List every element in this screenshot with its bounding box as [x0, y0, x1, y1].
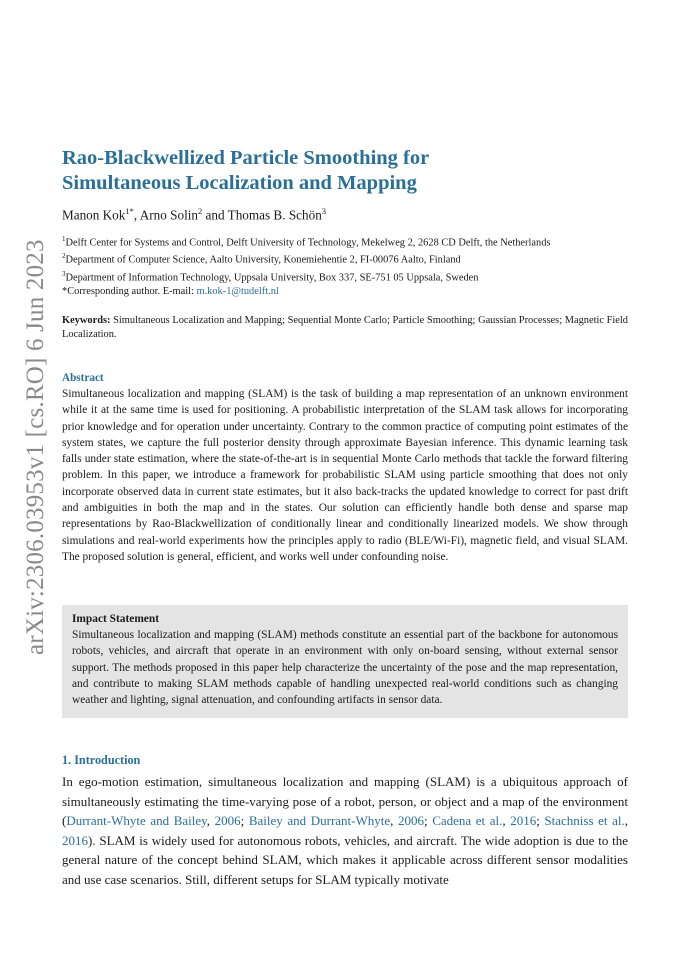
- affiliation-3-sup: 3: [62, 269, 66, 278]
- corresponding-label: *Corresponding author. E-mail:: [62, 285, 197, 297]
- author-2-sup: 2: [198, 206, 203, 216]
- author-3-sup: 3: [321, 206, 327, 216]
- affiliation-1-sup: 1: [62, 235, 66, 243]
- introduction-text: In ego-motion estimation, simultaneous localization and mapping (SLAM) is a ubiquitous approach of simultaneously estimating the time-varying pose of a robot, person, or object and a map of the environment (Durrant-Whyte and Bailey, 2006; Bailey and Durrant-Whyte, 2006; Cadena et al., 2016; Stachniss et al., 2016). SLAM is widely used for autonomous robots, vehicles, and aircraft. The wide adoption is due to the general nature of the concept behind SLAM, which makes it applicable across different sensor modalities and use case scenarios. Still, different setups for SLAM typically motivate: [62, 774, 628, 887]
- corresponding-author: [62, 285, 550, 299]
- abstract-heading: Abstract: [62, 372, 104, 384]
- affiliations: [62, 233, 550, 299]
- keywords-text: Simultaneous Localization and Mapping; Sequential Monte Carlo; Particle Smoothing; Gaussian Processes; Magnetic Field Localization.: [62, 315, 628, 340]
- intro-text-part-2: ). SLAM is widely used for autonomous robots, vehicles, and aircraft. The wide adoption is due to the general nature of the concept behind SLAM, which makes it applicable across different sensor modalities and use case scenarios. Still, different setups for SLAM typically motivate: [62, 832, 628, 887]
- citation-link[interactable]: Durrant-Whyte and Bailey: [66, 813, 207, 829]
- citation-link[interactable]: Bailey and Durrant-Whyte: [248, 813, 391, 829]
- affiliation-2-sup: 2: [62, 252, 66, 261]
- author-list: [62, 206, 326, 223]
- title-line-1: Rao-Blackwellized Particle Smoothing for: [62, 147, 430, 169]
- affiliation-3-text: Department of Information Technology, Uppsala University, Box 337, SE-751 05 Uppsala, Sweden: [65, 272, 479, 283]
- citation-year-link[interactable]: 2006: [397, 813, 424, 829]
- abstract-text: Simultaneous localization and mapping (SLAM) is the task of building a map representation of an unknown environment while it at the same time is used for positioning. A probabilistic interpretation of the SLAM task allows for incorporating prior knowledge and for operation under uncertainty. Contrary to the common practice of computing point estimates of the system states, we capture the full posterior density through approximate Bayesian inference. This dynamic learning task falls under state estimation, where the state-of-the-art is in sequential Monte Carlo methods that tackle the forward filtering problem. In this paper, we introduce a framework for probabilistic SLAM using particle smoothing that does not only incorporate observed data in current state estimates, but it also back-tracks the updated knowledge to correct for past drift and ambiguities in both the map and in the states. Our solution can efficiently handle both dense and sparse map representations by Rao-Blackwellization of conditionally linear and conditionally linearized models. We show through simulations and real-world experiments how the principles apply to radio (BLE/Wi-Fi), magnetic field, and visual SLAM. The proposed solution is general, efficient, and works well under confounding noise.: [62, 388, 628, 563]
- impact-heading: Impact Statement: [72, 613, 159, 625]
- affiliation-3: [62, 268, 550, 285]
- affiliation-1: [62, 233, 550, 250]
- author-1: Manon Kok: [62, 207, 126, 223]
- citation-link[interactable]: Cadena et al.: [432, 813, 503, 829]
- citation-link[interactable]: Stachniss et al.: [544, 813, 625, 829]
- affiliation-1-text: Delft Center for Systems and Control, Delft University of Technology, Mekelweg 2, 2628 CD Delft, the Netherlands: [65, 237, 551, 249]
- author-1-sup: 1*: [125, 206, 134, 216]
- affiliation-2-text: Department of Computer Science, Aalto University, Konemiehentie 2, FI-00076 Aalto, Finland: [65, 254, 461, 266]
- keywords: [62, 314, 628, 342]
- author-2: , Arno Solin: [133, 207, 198, 223]
- section-heading-introduction: 1. Introduction: [62, 753, 141, 767]
- email-link[interactable]: m.kok-1@tudelft.nl: [196, 285, 279, 297]
- paper-title: [62, 146, 622, 196]
- impact-statement-box: [62, 605, 628, 718]
- citation-year-link[interactable]: 2006: [214, 813, 241, 829]
- citation-year-link[interactable]: 2016: [510, 813, 537, 829]
- impact-text: Simultaneous localization and mapping (SLAM) methods constitute an essential part of the backbone for autonomous robots, vehicles, and aircraft that operate in an environment with only on-board sensing, without external sensor support. The methods proposed in this paper help characterize the uncertainty of the pose and the map representation, and contribute to making SLAM methods capable of handling unexpected real-world conditions such as changing weather and lighting, signal attenuation, and confounding artifacts in sensor data.: [72, 629, 618, 707]
- citation-year-link[interactable]: 2016: [62, 832, 88, 848]
- affiliation-2: [62, 250, 550, 267]
- keywords-label: Keywords:: [62, 315, 111, 326]
- title-line-2: Simultaneous Localization and Mapping: [62, 172, 417, 194]
- intro-text-part-1: In ego-motion estimation, simultaneous localization and mapping (SLAM) is a ubiquitous approach of simultaneously estimating the time-varying pose of a robot, person, or object and a map of the environment (: [62, 774, 628, 829]
- author-3: and Thomas B. Schön: [202, 207, 322, 223]
- arxiv-stamp: arXiv:2306.03953v1 [cs.RO] 6 Jun 2023: [22, 239, 49, 655]
